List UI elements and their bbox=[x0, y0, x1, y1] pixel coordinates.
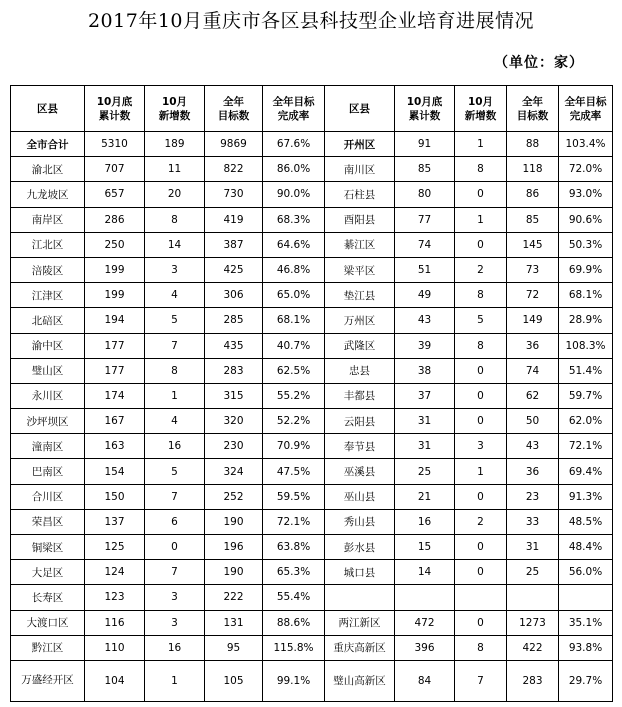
left-target-cell: 419 bbox=[205, 207, 263, 232]
right-cumulative-cell: 80 bbox=[395, 182, 455, 207]
left-district-cell: 铜梁区 bbox=[11, 535, 85, 560]
table-row bbox=[11, 283, 613, 308]
right-rate-cell: 103.4% bbox=[559, 132, 613, 157]
left-rate-cell: 63.8% bbox=[263, 535, 325, 560]
left-cumulative-cell: 250 bbox=[85, 232, 145, 257]
left-target-cell: 230 bbox=[205, 434, 263, 459]
right-new-cell: 2 bbox=[455, 509, 507, 534]
left-rate-cell: 55.2% bbox=[263, 383, 325, 408]
right-rate-cell: 51.4% bbox=[559, 358, 613, 383]
table-row bbox=[11, 232, 613, 257]
right-new-cell: 0 bbox=[455, 610, 507, 635]
right-district-cell bbox=[325, 585, 395, 610]
header-district: 区县 bbox=[325, 86, 395, 132]
header-target: 全年 目标数 bbox=[205, 86, 263, 132]
header-target: 全年 目标数 bbox=[507, 86, 559, 132]
header-new: 10月 新增数 bbox=[145, 86, 205, 132]
left-rate-cell: 115.8% bbox=[263, 635, 325, 660]
right-cumulative-cell: 51 bbox=[395, 257, 455, 282]
left-rate-cell: 52.2% bbox=[263, 409, 325, 434]
right-cumulative-cell: 396 bbox=[395, 635, 455, 660]
left-rate-cell: 99.1% bbox=[263, 660, 325, 701]
left-new-cell: 6 bbox=[145, 509, 205, 534]
left-rate-cell: 68.1% bbox=[263, 308, 325, 333]
right-new-cell: 8 bbox=[455, 635, 507, 660]
right-target-cell: 36 bbox=[507, 459, 559, 484]
right-new-cell: 0 bbox=[455, 232, 507, 257]
left-district-cell: 渝中区 bbox=[11, 333, 85, 358]
left-new-cell: 3 bbox=[145, 257, 205, 282]
left-cumulative-cell: 5310 bbox=[85, 132, 145, 157]
right-rate-cell: 108.3% bbox=[559, 333, 613, 358]
left-district-cell: 黔江区 bbox=[11, 635, 85, 660]
right-rate-cell: 69.4% bbox=[559, 459, 613, 484]
right-new-cell: 2 bbox=[455, 257, 507, 282]
header-cumulative: 10月底 累计数 bbox=[85, 86, 145, 132]
left-new-cell: 11 bbox=[145, 157, 205, 182]
left-target-cell: 285 bbox=[205, 308, 263, 333]
left-district-cell: 九龙坡区 bbox=[11, 182, 85, 207]
left-target-cell: 222 bbox=[205, 585, 263, 610]
left-rate-cell: 59.5% bbox=[263, 484, 325, 509]
right-target-cell: 86 bbox=[507, 182, 559, 207]
left-cumulative-cell: 286 bbox=[85, 207, 145, 232]
table-row bbox=[11, 157, 613, 182]
right-district-cell: 璧山高新区 bbox=[325, 660, 395, 701]
left-district-cell: 万盛经开区 bbox=[11, 660, 85, 701]
right-district-cell: 綦江区 bbox=[325, 232, 395, 257]
left-district-cell: 江津区 bbox=[11, 283, 85, 308]
left-district-cell: 潼南区 bbox=[11, 434, 85, 459]
left-target-cell: 324 bbox=[205, 459, 263, 484]
right-district-cell: 两江新区 bbox=[325, 610, 395, 635]
right-new-cell: 1 bbox=[455, 207, 507, 232]
left-cumulative-cell: 199 bbox=[85, 283, 145, 308]
left-target-cell: 105 bbox=[205, 660, 263, 701]
left-cumulative-cell: 177 bbox=[85, 333, 145, 358]
right-new-cell: 1 bbox=[455, 132, 507, 157]
right-cumulative-cell bbox=[395, 585, 455, 610]
left-new-cell: 3 bbox=[145, 585, 205, 610]
left-new-cell: 5 bbox=[145, 459, 205, 484]
right-target-cell: 73 bbox=[507, 257, 559, 282]
left-target-cell: 387 bbox=[205, 232, 263, 257]
right-target-cell: 74 bbox=[507, 358, 559, 383]
header-rate: 全年目标 完成率 bbox=[559, 86, 613, 132]
right-target-cell: 149 bbox=[507, 308, 559, 333]
right-district-cell: 城口县 bbox=[325, 560, 395, 585]
left-target-cell: 190 bbox=[205, 560, 263, 585]
right-cumulative-cell: 25 bbox=[395, 459, 455, 484]
left-cumulative-cell: 110 bbox=[85, 635, 145, 660]
right-new-cell: 8 bbox=[455, 157, 507, 182]
left-rate-cell: 86.0% bbox=[263, 157, 325, 182]
right-cumulative-cell: 91 bbox=[395, 132, 455, 157]
left-cumulative-cell: 163 bbox=[85, 434, 145, 459]
right-rate-cell: 93.8% bbox=[559, 635, 613, 660]
right-cumulative-cell: 472 bbox=[395, 610, 455, 635]
right-rate-cell: 68.1% bbox=[559, 283, 613, 308]
right-cumulative-cell: 14 bbox=[395, 560, 455, 585]
left-new-cell: 20 bbox=[145, 182, 205, 207]
left-new-cell: 4 bbox=[145, 409, 205, 434]
right-district-cell: 巫山县 bbox=[325, 484, 395, 509]
left-district-cell: 长寿区 bbox=[11, 585, 85, 610]
right-new-cell: 3 bbox=[455, 434, 507, 459]
right-district-cell: 秀山县 bbox=[325, 509, 395, 534]
left-rate-cell: 90.0% bbox=[263, 182, 325, 207]
right-target-cell: 50 bbox=[507, 409, 559, 434]
table-row bbox=[11, 358, 613, 383]
left-cumulative-cell: 194 bbox=[85, 308, 145, 333]
left-cumulative-cell: 199 bbox=[85, 257, 145, 282]
table-row bbox=[11, 585, 613, 610]
table-row bbox=[11, 434, 613, 459]
right-cumulative-cell: 39 bbox=[395, 333, 455, 358]
table-row bbox=[11, 560, 613, 585]
right-district-cell: 酉阳县 bbox=[325, 207, 395, 232]
right-target-cell: 33 bbox=[507, 509, 559, 534]
right-district-cell: 奉节县 bbox=[325, 434, 395, 459]
left-district-cell: 渝北区 bbox=[11, 157, 85, 182]
left-new-cell: 1 bbox=[145, 660, 205, 701]
left-district-cell: 大渡口区 bbox=[11, 610, 85, 635]
left-district-cell: 北碚区 bbox=[11, 308, 85, 333]
right-new-cell: 0 bbox=[455, 383, 507, 408]
right-rate-cell: 72.1% bbox=[559, 434, 613, 459]
right-district-cell: 巫溪县 bbox=[325, 459, 395, 484]
left-district-cell: 永川区 bbox=[11, 383, 85, 408]
left-cumulative-cell: 167 bbox=[85, 409, 145, 434]
left-district-cell: 巴南区 bbox=[11, 459, 85, 484]
right-cumulative-cell: 84 bbox=[395, 660, 455, 701]
right-district-cell: 云阳县 bbox=[325, 409, 395, 434]
right-rate-cell: 29.7% bbox=[559, 660, 613, 701]
header-new: 10月 新增数 bbox=[455, 86, 507, 132]
right-district-cell: 垫江县 bbox=[325, 283, 395, 308]
left-target-cell: 822 bbox=[205, 157, 263, 182]
right-new-cell: 0 bbox=[455, 358, 507, 383]
right-district-cell: 开州区 bbox=[325, 132, 395, 157]
right-target-cell: 62 bbox=[507, 383, 559, 408]
left-cumulative-cell: 104 bbox=[85, 660, 145, 701]
right-rate-cell: 56.0% bbox=[559, 560, 613, 585]
right-target-cell: 1273 bbox=[507, 610, 559, 635]
right-rate-cell bbox=[559, 585, 613, 610]
table-row bbox=[11, 660, 613, 701]
table-row bbox=[11, 459, 613, 484]
left-cumulative-cell: 137 bbox=[85, 509, 145, 534]
right-rate-cell: 72.0% bbox=[559, 157, 613, 182]
left-cumulative-cell: 124 bbox=[85, 560, 145, 585]
left-district-cell: 合川区 bbox=[11, 484, 85, 509]
right-target-cell: 283 bbox=[507, 660, 559, 701]
left-new-cell: 14 bbox=[145, 232, 205, 257]
left-target-cell: 190 bbox=[205, 509, 263, 534]
right-rate-cell: 28.9% bbox=[559, 308, 613, 333]
right-cumulative-cell: 85 bbox=[395, 157, 455, 182]
right-target-cell: 85 bbox=[507, 207, 559, 232]
left-target-cell: 320 bbox=[205, 409, 263, 434]
table-row bbox=[11, 207, 613, 232]
left-new-cell: 189 bbox=[145, 132, 205, 157]
left-cumulative-cell: 707 bbox=[85, 157, 145, 182]
progress-table bbox=[10, 85, 613, 702]
left-cumulative-cell: 177 bbox=[85, 358, 145, 383]
left-cumulative-cell: 125 bbox=[85, 535, 145, 560]
page-title: 2017年10月重庆市各区县科技型企业培育进展情况 bbox=[87, 10, 535, 32]
left-district-cell: 沙坪坝区 bbox=[11, 409, 85, 434]
right-new-cell: 0 bbox=[455, 484, 507, 509]
table-row bbox=[11, 182, 613, 207]
right-district-cell: 彭水县 bbox=[325, 535, 395, 560]
right-new-cell: 0 bbox=[455, 560, 507, 585]
right-cumulative-cell: 74 bbox=[395, 232, 455, 257]
table-row bbox=[11, 383, 613, 408]
table-row bbox=[11, 409, 613, 434]
left-new-cell: 4 bbox=[145, 283, 205, 308]
right-new-cell: 7 bbox=[455, 660, 507, 701]
right-district-cell: 忠县 bbox=[325, 358, 395, 383]
right-cumulative-cell: 16 bbox=[395, 509, 455, 534]
left-rate-cell: 65.0% bbox=[263, 283, 325, 308]
right-rate-cell: 48.5% bbox=[559, 509, 613, 534]
left-rate-cell: 40.7% bbox=[263, 333, 325, 358]
left-new-cell: 1 bbox=[145, 383, 205, 408]
right-new-cell bbox=[455, 585, 507, 610]
left-new-cell: 7 bbox=[145, 560, 205, 585]
left-rate-cell: 62.5% bbox=[263, 358, 325, 383]
left-rate-cell: 55.4% bbox=[263, 585, 325, 610]
left-target-cell: 425 bbox=[205, 257, 263, 282]
right-district-cell: 梁平区 bbox=[325, 257, 395, 282]
right-cumulative-cell: 38 bbox=[395, 358, 455, 383]
left-new-cell: 5 bbox=[145, 308, 205, 333]
right-district-cell: 万州区 bbox=[325, 308, 395, 333]
left-rate-cell: 46.8% bbox=[263, 257, 325, 282]
right-rate-cell: 59.7% bbox=[559, 383, 613, 408]
left-target-cell: 306 bbox=[205, 283, 263, 308]
table-row bbox=[11, 308, 613, 333]
right-target-cell: 118 bbox=[507, 157, 559, 182]
left-new-cell: 8 bbox=[145, 358, 205, 383]
header-district: 区县 bbox=[11, 86, 85, 132]
left-district-cell: 全市合计 bbox=[11, 132, 85, 157]
table-row bbox=[11, 509, 613, 534]
right-new-cell: 0 bbox=[455, 182, 507, 207]
right-district-cell: 武隆区 bbox=[325, 333, 395, 358]
right-target-cell: 145 bbox=[507, 232, 559, 257]
right-rate-cell: 48.4% bbox=[559, 535, 613, 560]
right-rate-cell: 35.1% bbox=[559, 610, 613, 635]
right-target-cell: 25 bbox=[507, 560, 559, 585]
left-target-cell: 252 bbox=[205, 484, 263, 509]
table-row bbox=[11, 257, 613, 282]
left-target-cell: 435 bbox=[205, 333, 263, 358]
header-cumulative: 10月底 累计数 bbox=[395, 86, 455, 132]
right-cumulative-cell: 43 bbox=[395, 308, 455, 333]
left-new-cell: 7 bbox=[145, 333, 205, 358]
left-district-cell: 璧山区 bbox=[11, 358, 85, 383]
left-district-cell: 南岸区 bbox=[11, 207, 85, 232]
left-rate-cell: 70.9% bbox=[263, 434, 325, 459]
left-cumulative-cell: 123 bbox=[85, 585, 145, 610]
right-district-cell: 重庆高新区 bbox=[325, 635, 395, 660]
left-new-cell: 16 bbox=[145, 635, 205, 660]
table-row bbox=[11, 610, 613, 635]
right-new-cell: 0 bbox=[455, 409, 507, 434]
header-row bbox=[11, 86, 613, 132]
left-target-cell: 196 bbox=[205, 535, 263, 560]
left-district-cell: 荣昌区 bbox=[11, 509, 85, 534]
right-rate-cell: 50.3% bbox=[559, 232, 613, 257]
right-target-cell: 36 bbox=[507, 333, 559, 358]
right-target-cell: 72 bbox=[507, 283, 559, 308]
left-target-cell: 9869 bbox=[205, 132, 263, 157]
right-cumulative-cell: 49 bbox=[395, 283, 455, 308]
right-target-cell: 88 bbox=[507, 132, 559, 157]
left-new-cell: 8 bbox=[145, 207, 205, 232]
right-new-cell: 5 bbox=[455, 308, 507, 333]
right-cumulative-cell: 15 bbox=[395, 535, 455, 560]
left-district-cell: 涪陵区 bbox=[11, 257, 85, 282]
left-target-cell: 315 bbox=[205, 383, 263, 408]
left-new-cell: 7 bbox=[145, 484, 205, 509]
right-cumulative-cell: 77 bbox=[395, 207, 455, 232]
right-target-cell: 31 bbox=[507, 535, 559, 560]
right-rate-cell: 93.0% bbox=[559, 182, 613, 207]
left-new-cell: 0 bbox=[145, 535, 205, 560]
left-district-cell: 大足区 bbox=[11, 560, 85, 585]
right-target-cell: 43 bbox=[507, 434, 559, 459]
right-new-cell: 0 bbox=[455, 535, 507, 560]
right-district-cell: 石柱县 bbox=[325, 182, 395, 207]
left-target-cell: 131 bbox=[205, 610, 263, 635]
left-target-cell: 95 bbox=[205, 635, 263, 660]
left-target-cell: 730 bbox=[205, 182, 263, 207]
right-target-cell: 23 bbox=[507, 484, 559, 509]
left-new-cell: 3 bbox=[145, 610, 205, 635]
table-row-total bbox=[11, 132, 613, 157]
header-rate: 全年目标 完成率 bbox=[263, 86, 325, 132]
right-rate-cell: 62.0% bbox=[559, 409, 613, 434]
right-rate-cell: 91.3% bbox=[559, 484, 613, 509]
table-row bbox=[11, 535, 613, 560]
right-cumulative-cell: 31 bbox=[395, 434, 455, 459]
left-cumulative-cell: 116 bbox=[85, 610, 145, 635]
table-row bbox=[11, 484, 613, 509]
right-rate-cell: 69.9% bbox=[559, 257, 613, 282]
left-rate-cell: 65.3% bbox=[263, 560, 325, 585]
right-target-cell bbox=[507, 585, 559, 610]
left-rate-cell: 72.1% bbox=[263, 509, 325, 534]
left-rate-cell: 64.6% bbox=[263, 232, 325, 257]
left-rate-cell: 88.6% bbox=[263, 610, 325, 635]
left-target-cell: 283 bbox=[205, 358, 263, 383]
left-rate-cell: 67.6% bbox=[263, 132, 325, 157]
table-row bbox=[11, 333, 613, 358]
right-new-cell: 1 bbox=[455, 459, 507, 484]
left-cumulative-cell: 154 bbox=[85, 459, 145, 484]
left-rate-cell: 47.5% bbox=[263, 459, 325, 484]
right-cumulative-cell: 37 bbox=[395, 383, 455, 408]
unit-label: （单位：家） bbox=[494, 55, 584, 71]
right-new-cell: 8 bbox=[455, 333, 507, 358]
left-cumulative-cell: 174 bbox=[85, 383, 145, 408]
left-rate-cell: 68.3% bbox=[263, 207, 325, 232]
right-district-cell: 丰都县 bbox=[325, 383, 395, 408]
right-new-cell: 8 bbox=[455, 283, 507, 308]
table-row bbox=[11, 635, 613, 660]
left-district-cell: 江北区 bbox=[11, 232, 85, 257]
left-cumulative-cell: 657 bbox=[85, 182, 145, 207]
right-cumulative-cell: 31 bbox=[395, 409, 455, 434]
left-new-cell: 16 bbox=[145, 434, 205, 459]
right-target-cell: 422 bbox=[507, 635, 559, 660]
right-rate-cell: 90.6% bbox=[559, 207, 613, 232]
right-district-cell: 南川区 bbox=[325, 157, 395, 182]
left-cumulative-cell: 150 bbox=[85, 484, 145, 509]
right-cumulative-cell: 21 bbox=[395, 484, 455, 509]
